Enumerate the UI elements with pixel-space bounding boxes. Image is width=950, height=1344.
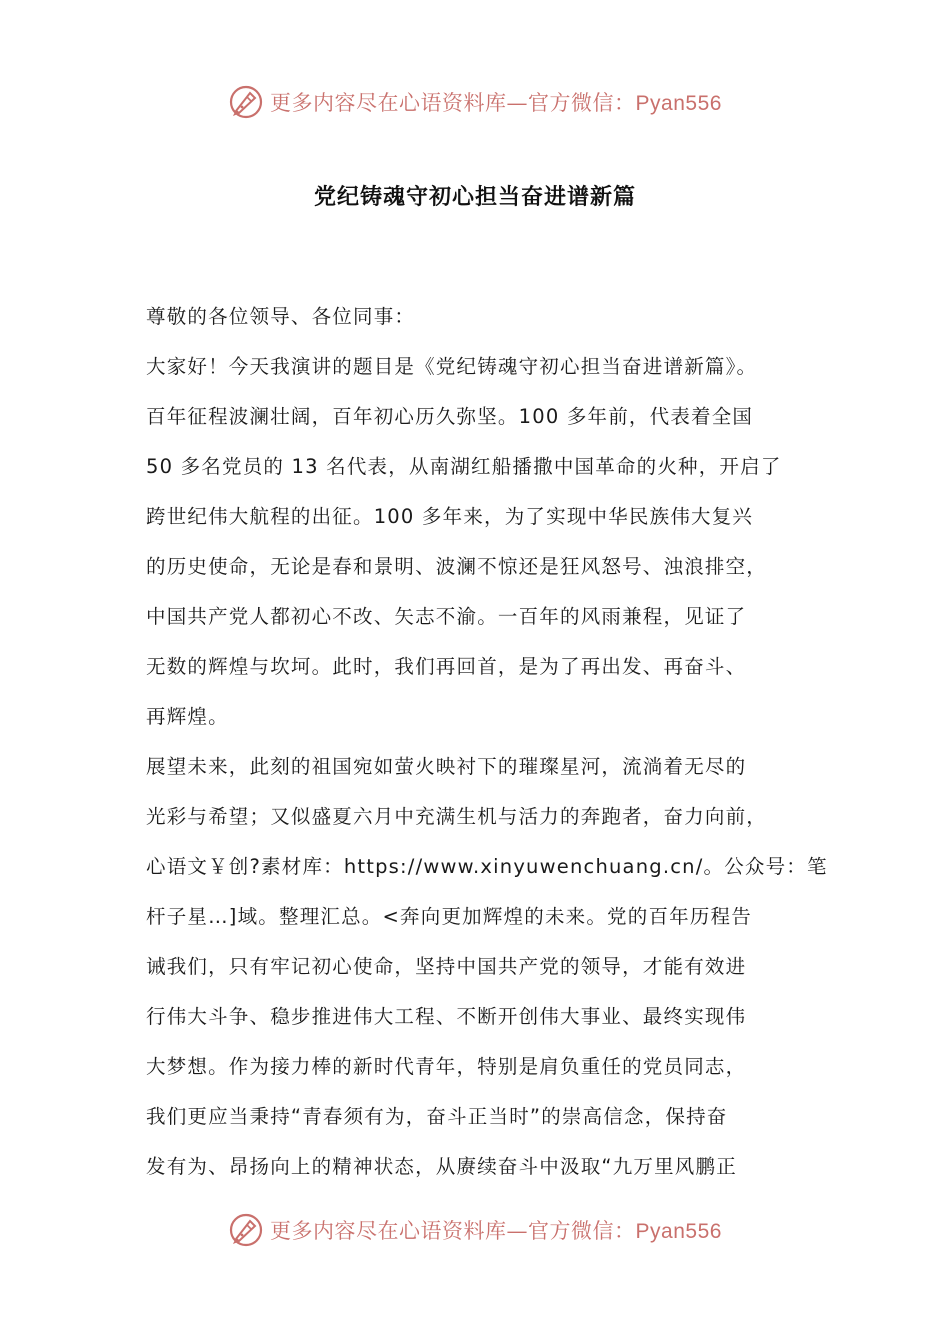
body-line: 大梦想。作为接力棒的新时代青年，特别是肩负重任的党员同志， [146, 1055, 747, 1078]
body-line: 诫我们，只有牢记初心使命，坚持中国共产党的领导，才能有效进 [146, 955, 747, 978]
body-line: 行伟大斗争、稳步推进伟大工程、不断开创伟大事业、最终实现伟 [146, 1005, 747, 1028]
body-line: 50 多名党员的 13 名代表，从南湖红船播撒中国革命的火种，开启了 [146, 455, 782, 478]
document-title: 党纪铸魂守初心担当奋进谱新篇 [313, 185, 636, 210]
body-line: 杆子星…]域。整理汇总。<奔向更加辉煌的未来。党的百年历程告 [146, 905, 752, 928]
body-line: 中国共产党人都初心不改、矢志不渝。一百年的风雨兼程，见证了 [146, 605, 747, 628]
header-banner-text: 更多内容尽在心语资料库—官方微信：Pyan556 [270, 91, 722, 115]
document-body [146, 292, 826, 1192]
body-line: 的历史使命，无论是春和景明、波澜不惊还是狂风怒号、浊浪排空， [146, 555, 768, 578]
body-line: 大家好！今天我演讲的题目是《党纪铸魂守初心担当奋进谱新篇》。 [146, 355, 758, 378]
body-line: 跨世纪伟大航程的出征。100 多年来，为了实现中华民族伟大复兴 [146, 505, 754, 528]
body-line: 尊敬的各位领导、各位同事： [146, 305, 416, 328]
pen-nib-logo-icon [228, 84, 264, 120]
body-line: 再辉煌。 [146, 705, 229, 728]
pen-nib-logo-icon [228, 1212, 264, 1248]
footer-banner [0, 1210, 950, 1250]
footer-banner-text: 更多内容尽在心语资料库—官方微信：Pyan556 [270, 1219, 722, 1243]
body-line: 无数的辉煌与坎坷。此时，我们再回首，是为了再出发、再奋斗、 [146, 655, 747, 678]
body-line: 百年征程波澜壮阔，百年初心历久弥坚。100 多年前，代表着全国 [146, 405, 754, 428]
body-line: 光彩与希望；又似盛夏六月中充满生机与活力的奔跑者，奋力向前， [146, 805, 768, 828]
body-line: 发有为、昂扬向上的精神状态，从赓续奋斗中汲取“九万里风鹏正 [146, 1155, 737, 1178]
header-banner [0, 82, 950, 122]
body-line: 心语文￥创?素材库：https://www.xinyuwenchuang.cn/。公众号：笔 [146, 855, 828, 878]
body-line: 我们更应当秉持“青春须有为，奋斗正当时”的崇高信念，保持奋 [146, 1105, 728, 1128]
body-line: 展望未来，此刻的祖国宛如萤火映衬下的璀璨星河，流淌着无尽的 [146, 755, 747, 778]
